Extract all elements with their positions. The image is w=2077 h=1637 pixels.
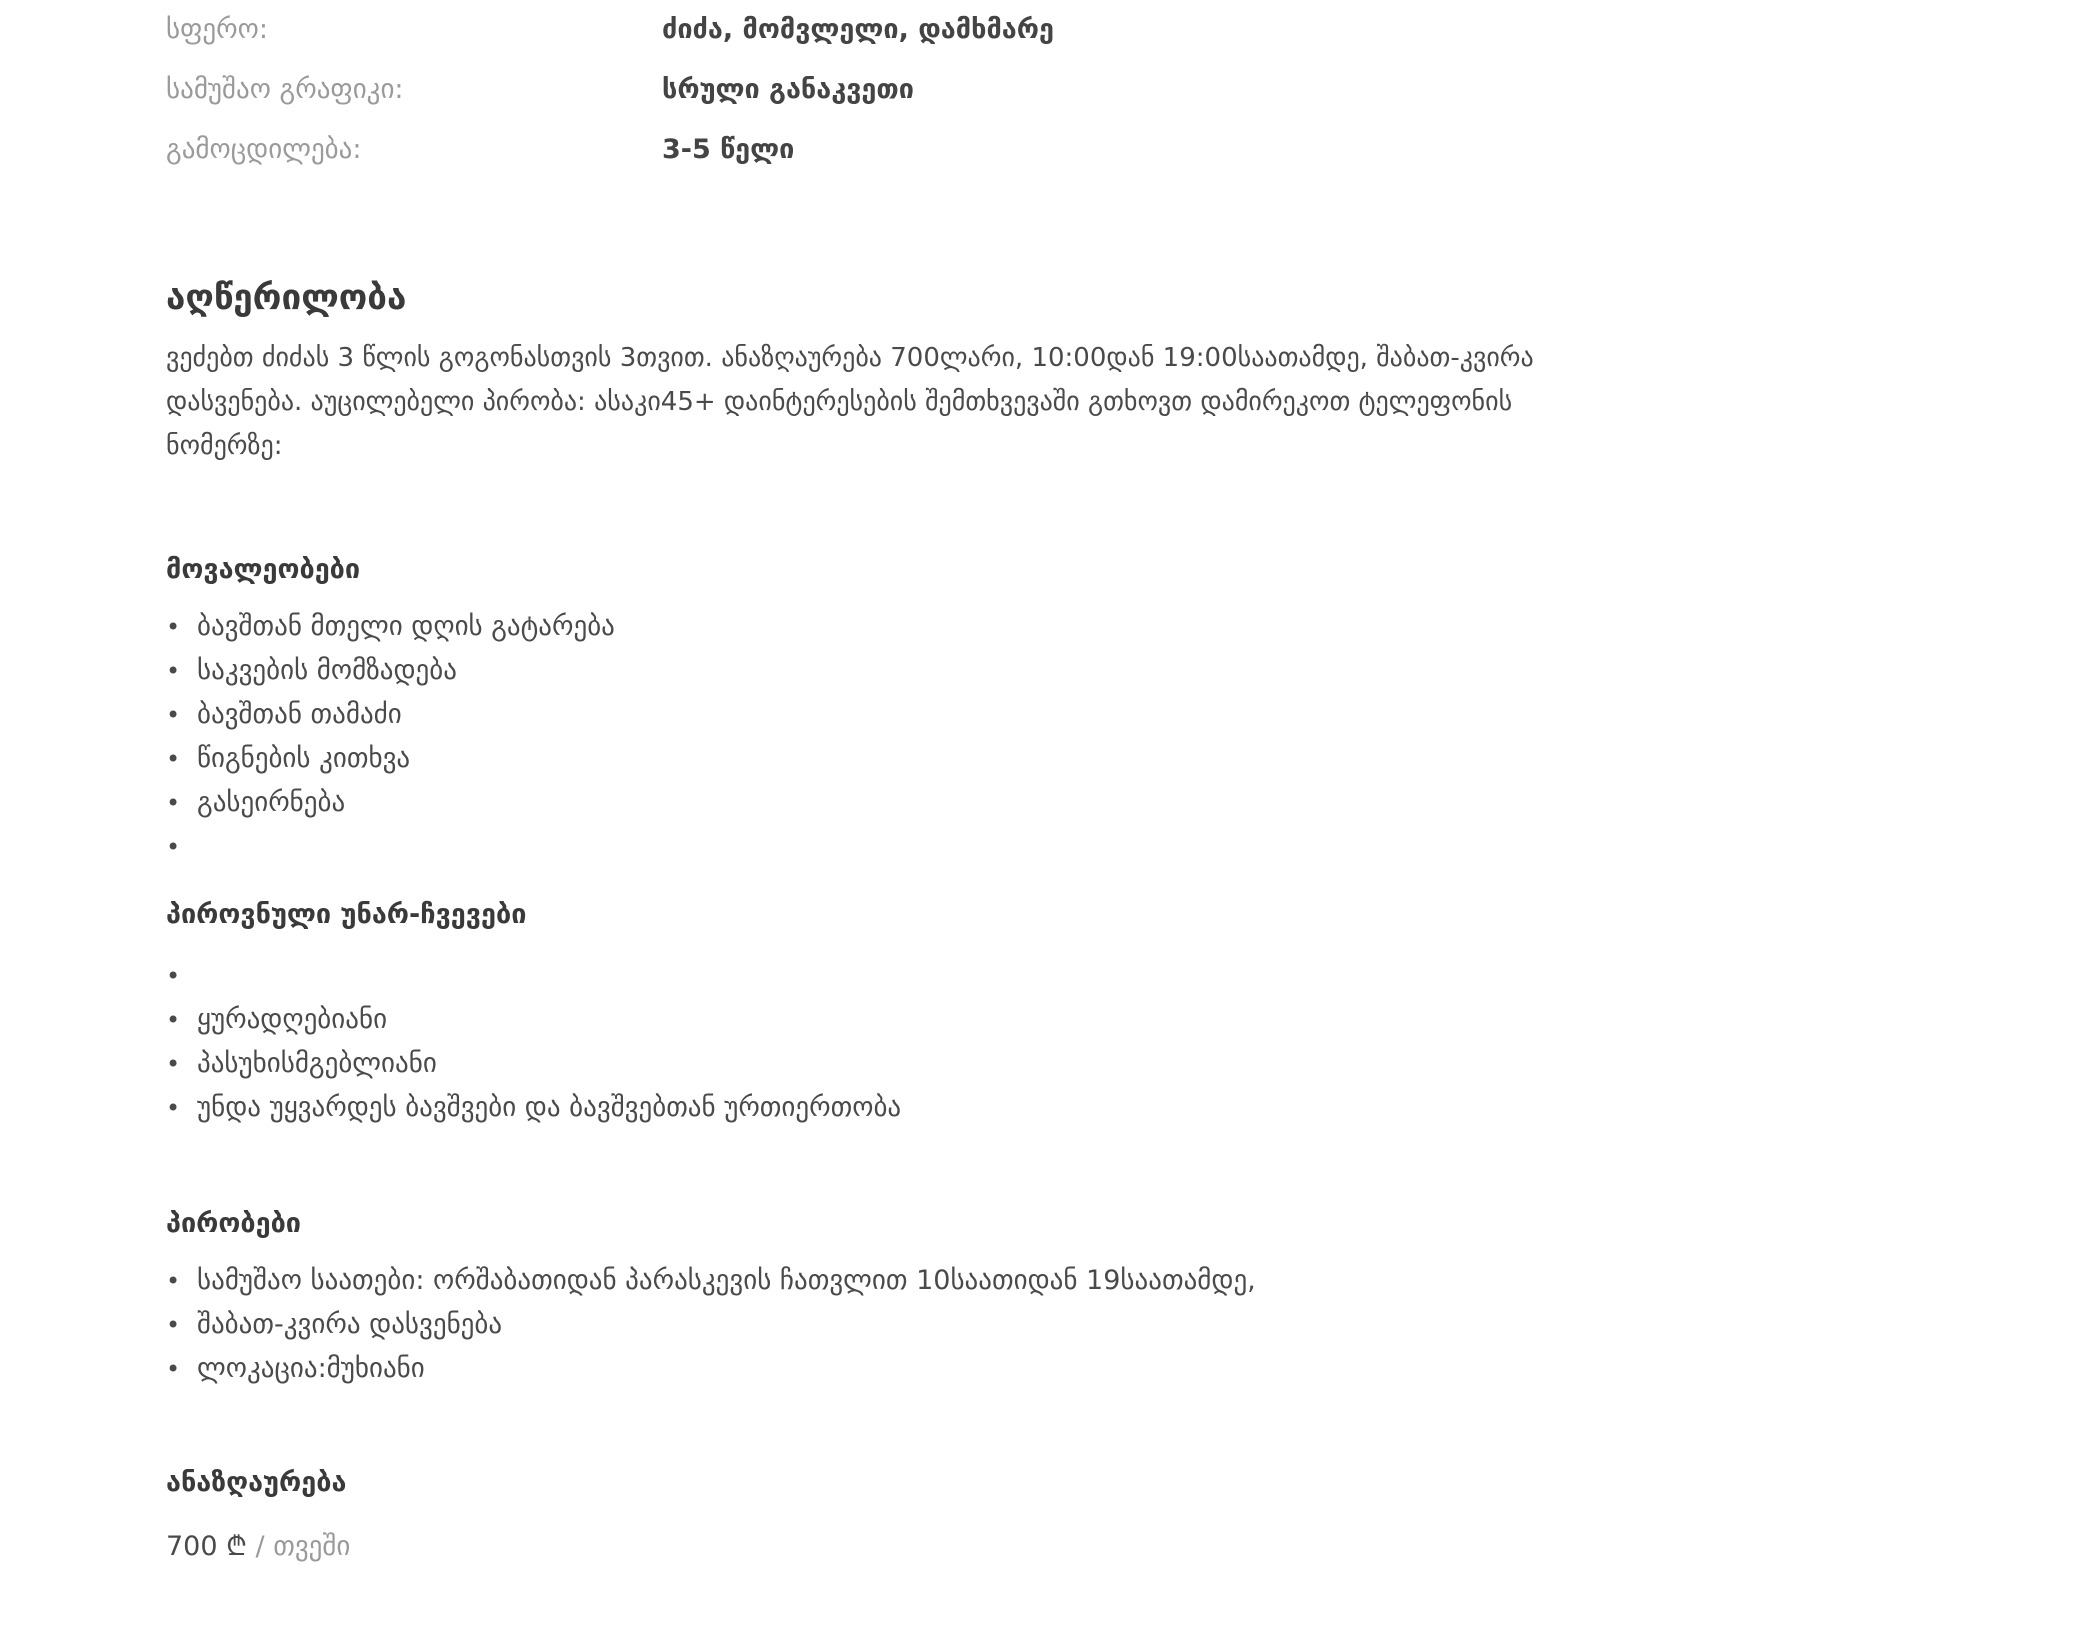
duties-list — [166, 605, 1586, 869]
list-item — [166, 649, 1586, 693]
bullet-icon: • — [166, 1094, 181, 1122]
condition-text: სამუშაო საათები: ორშაბათიდან პარასკევის ჩათვლით 10საათიდან 19საათამდე, — [197, 1265, 1256, 1296]
bullet-icon: • — [166, 701, 181, 729]
duty-text: ბავშთან მთელი დღის გატარება — [197, 611, 615, 642]
list-item — [166, 1347, 1586, 1391]
list-item — [166, 954, 1586, 998]
skill-text: ყურადღებიანი — [197, 1004, 388, 1035]
list-item — [166, 1303, 1586, 1347]
list-item — [166, 825, 1586, 869]
salary-title: ანაზღაურება — [166, 1467, 347, 1498]
duty-text: საკვების მომზადება — [197, 655, 457, 686]
bullet-icon: • — [166, 833, 181, 861]
list-item — [166, 998, 1586, 1042]
bullet-icon: • — [166, 1311, 181, 1339]
duty-text: წიგნების კითხვა — [197, 743, 411, 774]
meta-value-experience: 3-5 წელი — [662, 134, 795, 165]
list-item — [166, 737, 1586, 781]
list-item — [166, 605, 1586, 649]
description-title: აღწერილობა — [166, 278, 407, 318]
condition-text: ლოკაცია:მუხიანი — [197, 1353, 425, 1384]
bullet-icon: • — [166, 745, 181, 773]
bullet-icon: • — [166, 1355, 181, 1383]
meta-row-experience — [166, 130, 1586, 190]
list-item — [166, 1042, 1586, 1086]
meta-row-sphere — [166, 10, 1586, 70]
description-text: ვეძებთ ძიძას 3 წლის გოგონასთვის 3თვით. ანაზღაურება 700ლარი, 10:00დან 19:00საათამდე, შაბათ-კვირა დასვენება. აუცილებელი პირობა: ასაკი45+ დაინტერესების შემთხვევაში გთხოვთ დამირეკოთ ტელეფონის ნომერზე: — [166, 343, 1534, 461]
skill-text: პასუხისმგებლიანი — [197, 1048, 437, 1079]
conditions-list — [166, 1259, 1586, 1391]
condition-text: შაბათ-კვირა დასვენება — [197, 1309, 503, 1340]
meta-value-schedule: სრული განაკვეთი — [662, 74, 914, 105]
duty-text: ბავშთან თამაძი — [197, 699, 402, 730]
duty-text: გასეირნება — [197, 787, 346, 818]
duties-title: მოვალეობები — [166, 554, 361, 585]
bullet-icon: • — [166, 1006, 181, 1034]
bullet-icon: • — [166, 657, 181, 685]
salary-period: / თვეში — [246, 1531, 351, 1562]
job-meta — [166, 10, 1586, 190]
list-item — [166, 1259, 1586, 1303]
meta-row-schedule — [166, 70, 1586, 130]
bullet-icon: • — [166, 613, 181, 641]
bullet-icon: • — [166, 789, 181, 817]
list-item — [166, 781, 1586, 825]
salary-amount: 700 ₾ — [166, 1531, 247, 1562]
meta-label-sphere: სფერო: — [166, 14, 268, 45]
bullet-icon: • — [166, 1267, 181, 1295]
job-details — [166, 0, 1586, 1563]
skills-list — [166, 954, 1586, 1130]
list-item — [166, 693, 1586, 737]
skills-title: პიროვნული უნარ-ჩვევები — [166, 899, 527, 930]
bullet-icon: • — [166, 1050, 181, 1078]
meta-value-sphere: ძიძა, მომვლელი, დამხმარე — [662, 14, 1054, 45]
meta-label-experience: გამოცდილება: — [166, 134, 362, 165]
list-item — [166, 1086, 1586, 1130]
meta-label-schedule: სამუშაო გრაფიკი: — [166, 74, 404, 105]
salary-value — [166, 1526, 1586, 1563]
conditions-title: პირობები — [166, 1208, 301, 1239]
skill-text: უნდა უყვარდეს ბავშვები და ბავშვებთან ურთიერთობა — [197, 1092, 902, 1123]
bullet-icon: • — [166, 962, 181, 990]
